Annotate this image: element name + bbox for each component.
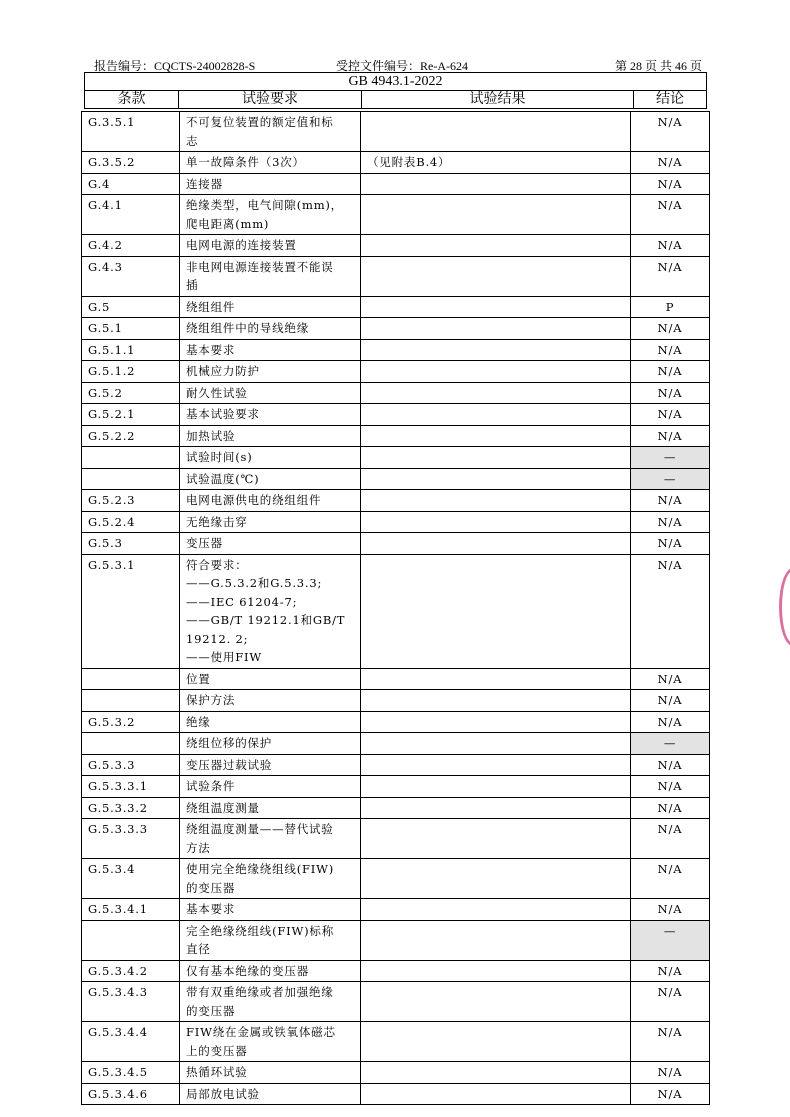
report-number: 报告编号：CQCTS-24002828-S xyxy=(94,59,256,73)
requirement-line: ——使用FIW xyxy=(186,650,262,664)
requirement-line: 耐久性试验 xyxy=(186,385,248,400)
result-cell xyxy=(361,173,631,195)
clause-cell: G.5.3.2 xyxy=(82,711,180,733)
requirement-line: 基本试验要求 xyxy=(186,407,260,421)
clause-cell: G.4.2 xyxy=(82,235,180,257)
verdict-cell: N/A xyxy=(631,797,710,819)
clause-cell: G.5.3.4 xyxy=(82,859,180,899)
requirement-line: 变压器过载试验 xyxy=(186,757,273,772)
requirement-line: 上的变压器 xyxy=(186,1043,248,1058)
requirement-cell xyxy=(180,490,361,512)
table-row xyxy=(82,447,710,469)
test-table-wrapper xyxy=(81,111,709,1105)
result-cell xyxy=(361,711,631,733)
table-row xyxy=(82,899,710,921)
requirement-cell xyxy=(180,533,361,555)
requirement-line: 完全绝缘绕组线(FIW)标称 xyxy=(186,923,335,938)
requirement-line: 无绝缘击穿 xyxy=(186,514,248,529)
requirement-cell xyxy=(180,920,361,960)
result-cell xyxy=(361,554,631,668)
requirement-cell xyxy=(180,339,361,361)
table-row xyxy=(82,468,710,490)
requirement-cell xyxy=(180,195,361,235)
table-row xyxy=(82,256,710,296)
clause-cell: G.5.3.4.4 xyxy=(82,1022,180,1062)
requirement-line: 局部放电试验 xyxy=(186,1086,260,1101)
requirement-cell xyxy=(180,425,361,447)
clause-cell: G.5.3.3.3 xyxy=(82,819,180,859)
requirement-line: 基本要求 xyxy=(186,342,236,357)
clause-cell: G.5.3.1 xyxy=(82,554,180,668)
clause-cell: G.5.1.1 xyxy=(82,339,180,361)
requirement-cell xyxy=(180,797,361,819)
requirement-cell xyxy=(180,296,361,318)
result-cell xyxy=(361,733,631,755)
requirement-line: 带有双重绝缘或者加强绝缘 xyxy=(186,985,334,999)
verdict-cell: N/A xyxy=(631,361,710,383)
requirement-line: 绕组温度测量 xyxy=(186,800,260,815)
result-cell xyxy=(361,235,631,257)
table-row xyxy=(82,982,710,1022)
requirement-line: 绝缘 xyxy=(186,714,211,729)
standard-title: GB 4943.1-2022 xyxy=(85,73,707,91)
verdict-cell: N/A xyxy=(631,490,710,512)
verdict-cell: — xyxy=(631,920,710,960)
verdict-cell: N/A xyxy=(631,404,710,426)
requirement-cell xyxy=(180,235,361,257)
table-row xyxy=(82,819,710,859)
verdict-cell: N/A xyxy=(631,339,710,361)
requirement-line: 使用完全绝缘绕组线(FIW) xyxy=(186,862,335,876)
requirement-line: 绕组温度测量——替代试验 xyxy=(186,822,334,836)
result-cell xyxy=(361,112,631,152)
verdict-cell: — xyxy=(631,468,710,490)
result-cell xyxy=(361,859,631,899)
verdict-cell: N/A xyxy=(631,195,710,235)
result-cell xyxy=(361,776,631,798)
requirement-cell xyxy=(180,256,361,296)
requirement-line: ——IEC 61204-7; xyxy=(186,594,298,609)
result-cell xyxy=(361,339,631,361)
result-cell xyxy=(361,899,631,921)
table-row xyxy=(82,1062,710,1084)
requirement-line: 符合要求： xyxy=(186,557,248,572)
requirement-line: 位置 xyxy=(186,671,211,686)
requirement-line: 的变压器 xyxy=(186,880,236,895)
verdict-cell: N/A xyxy=(631,859,710,899)
requirement-line: 的变压器 xyxy=(186,1003,236,1018)
verdict-cell: N/A xyxy=(631,235,710,257)
result-cell xyxy=(361,318,631,340)
clause-cell: G.5.3.4.5 xyxy=(82,1062,180,1084)
table-row xyxy=(82,690,710,712)
table-row xyxy=(82,361,710,383)
verdict-cell: N/A xyxy=(631,960,710,982)
verdict-cell: N/A xyxy=(631,819,710,859)
table-row xyxy=(82,1022,710,1062)
clause-cell: G.4.3 xyxy=(82,256,180,296)
clause-cell: G.5.2.3 xyxy=(82,490,180,512)
clause-cell: G.5.2.1 xyxy=(82,404,180,426)
result-cell: （见附表B.4） xyxy=(361,152,631,174)
clause-cell xyxy=(82,920,180,960)
test-table-body xyxy=(82,112,710,1105)
requirement-cell xyxy=(180,173,361,195)
result-cell xyxy=(361,511,631,533)
requirement-cell xyxy=(180,859,361,899)
verdict-cell: N/A xyxy=(631,1062,710,1084)
clause-cell: G.5.3.4.3 xyxy=(82,982,180,1022)
verdict-cell: N/A xyxy=(631,668,710,690)
clause-cell: G.5.3.3.1 xyxy=(82,776,180,798)
result-cell xyxy=(361,361,631,383)
table-row xyxy=(82,1083,710,1105)
result-cell xyxy=(361,404,631,426)
requirement-cell xyxy=(180,404,361,426)
requirement-line: 方法 xyxy=(186,840,211,855)
result-cell xyxy=(361,668,631,690)
table-row xyxy=(82,425,710,447)
requirement-line: 试验时间(s) xyxy=(186,450,253,464)
clause-cell: G.5.3.3.2 xyxy=(82,797,180,819)
verdict-cell: N/A xyxy=(631,533,710,555)
verdict-cell: N/A xyxy=(631,899,710,921)
result-cell xyxy=(361,797,631,819)
table-row xyxy=(82,235,710,257)
clause-cell: G.5.3 xyxy=(82,533,180,555)
table-row xyxy=(82,920,710,960)
verdict-cell: N/A xyxy=(631,152,710,174)
requirement-cell xyxy=(180,711,361,733)
clause-cell: G.5.1.2 xyxy=(82,361,180,383)
requirement-line: 单一故障条件（3次） xyxy=(186,155,305,169)
clause-cell: G.5.3.3 xyxy=(82,754,180,776)
clause-cell xyxy=(82,690,180,712)
verdict-cell: N/A xyxy=(631,511,710,533)
result-cell xyxy=(361,533,631,555)
requirement-line: 加热试验 xyxy=(186,428,236,443)
verdict-cell: N/A xyxy=(631,776,710,798)
column-header-verdict: 结论 xyxy=(634,91,707,109)
verdict-cell: N/A xyxy=(631,982,710,1022)
requirement-cell xyxy=(180,361,361,383)
clause-cell: G.5.3.4.6 xyxy=(82,1083,180,1105)
requirement-cell xyxy=(180,668,361,690)
table-row xyxy=(82,382,710,404)
table-row xyxy=(82,533,710,555)
table-row xyxy=(82,296,710,318)
requirement-line: 机械应力防护 xyxy=(186,364,260,378)
table-row xyxy=(82,733,710,755)
clause-cell: G.3.5.2 xyxy=(82,152,180,174)
requirement-line: 热循环试验 xyxy=(186,1065,248,1079)
table-row xyxy=(82,339,710,361)
verdict-cell: N/A xyxy=(631,690,710,712)
result-cell xyxy=(361,920,631,960)
verdict-cell: N/A xyxy=(631,256,710,296)
table-row xyxy=(82,797,710,819)
table-row xyxy=(82,554,710,668)
result-cell xyxy=(361,195,631,235)
requirement-line: 不可复位装置的额定值和标 xyxy=(186,115,334,129)
table-row xyxy=(82,776,710,798)
requirement-line: 绝缘类型，电气间隙(mm)， xyxy=(186,198,343,212)
verdict-cell: N/A xyxy=(631,425,710,447)
controlled-doc-number: 受控文件编号：Re-A-624 xyxy=(336,59,468,73)
requirement-cell xyxy=(180,554,361,668)
clause-cell: G.5.2.2 xyxy=(82,425,180,447)
requirement-cell xyxy=(180,112,361,152)
clause-cell: G.3.5.1 xyxy=(82,112,180,152)
clause-cell xyxy=(82,668,180,690)
result-cell xyxy=(361,819,631,859)
verdict-cell: — xyxy=(631,447,710,469)
clause-cell: G.4.1 xyxy=(82,195,180,235)
clause-cell: G.5.3.4.2 xyxy=(82,960,180,982)
requirement-line: ——G.5.3.2和G.5.3.3; xyxy=(186,576,323,590)
requirement-line: 志 xyxy=(186,133,199,148)
verdict-cell: N/A xyxy=(631,318,710,340)
requirement-cell xyxy=(180,819,361,859)
requirement-cell xyxy=(180,733,361,755)
table-row xyxy=(82,668,710,690)
page-header xyxy=(84,57,706,73)
clause-cell: G.5.2.4 xyxy=(82,511,180,533)
table-row xyxy=(82,152,710,174)
clause-cell: G.5.3.4.1 xyxy=(82,899,180,921)
verdict-cell: N/A xyxy=(631,382,710,404)
result-cell xyxy=(361,982,631,1022)
clause-cell xyxy=(82,468,180,490)
column-header-result: 试验结果 xyxy=(362,91,634,109)
requirement-line: 试验温度(℃) xyxy=(186,471,260,486)
verdict-cell: N/A xyxy=(631,711,710,733)
result-cell xyxy=(361,447,631,469)
result-cell xyxy=(361,960,631,982)
requirement-cell xyxy=(180,318,361,340)
result-cell xyxy=(361,1022,631,1062)
requirement-cell xyxy=(180,690,361,712)
clause-cell xyxy=(82,733,180,755)
requirement-line: 绕组组件 xyxy=(186,299,236,314)
requirement-line: 电网电源的连接装置 xyxy=(186,238,297,252)
requirement-line: 变压器 xyxy=(186,536,223,550)
result-cell xyxy=(361,296,631,318)
verdict-cell: N/A xyxy=(631,173,710,195)
result-cell xyxy=(361,425,631,447)
result-cell xyxy=(361,1062,631,1084)
verdict-cell: P xyxy=(631,296,710,318)
table-row xyxy=(82,859,710,899)
table-row xyxy=(82,490,710,512)
table-row xyxy=(82,173,710,195)
requirement-line: 绕组组件中的导线绝缘 xyxy=(186,321,309,335)
requirement-cell xyxy=(180,754,361,776)
requirement-line: 保护方法 xyxy=(186,693,236,707)
requirement-line: 基本要求 xyxy=(186,902,236,916)
verdict-cell: N/A xyxy=(631,754,710,776)
table-row xyxy=(82,112,710,152)
page-number: 第 28 页 共 46 页 xyxy=(614,59,702,73)
requirement-cell xyxy=(180,152,361,174)
requirement-line: 电网电源供电的绕组组件 xyxy=(186,493,322,507)
requirement-line: 爬电距离(mm) xyxy=(186,216,270,231)
result-cell xyxy=(361,690,631,712)
requirement-line: 仅有基本绝缘的变压器 xyxy=(186,963,309,978)
clause-cell: G.5.2 xyxy=(82,382,180,404)
requirement-cell xyxy=(180,382,361,404)
requirement-line: FIW绕在金属或铁氧体磁芯 xyxy=(186,1025,336,1039)
verdict-cell: N/A xyxy=(631,1022,710,1062)
table-row xyxy=(82,960,710,982)
requirement-cell xyxy=(180,1083,361,1105)
table-row xyxy=(82,511,710,533)
clause-cell: G.5 xyxy=(82,296,180,318)
result-cell xyxy=(361,490,631,512)
verdict-cell: N/A xyxy=(631,112,710,152)
standard-header-table xyxy=(84,72,707,109)
requirement-cell xyxy=(180,511,361,533)
requirement-line: 试验条件 xyxy=(186,779,236,793)
requirement-cell xyxy=(180,960,361,982)
table-row xyxy=(82,754,710,776)
column-header-clause: 条款 xyxy=(85,91,179,109)
verdict-cell: N/A xyxy=(631,554,710,668)
requirement-cell xyxy=(180,899,361,921)
requirement-cell xyxy=(180,1022,361,1062)
standard-header-block xyxy=(84,72,706,109)
test-table xyxy=(81,111,710,1105)
seal-stamp-edge xyxy=(779,568,790,646)
requirement-line: 绕组位移的保护 xyxy=(186,736,273,750)
result-cell xyxy=(361,468,631,490)
result-cell xyxy=(361,754,631,776)
requirement-cell xyxy=(180,982,361,1022)
result-cell xyxy=(361,256,631,296)
requirement-line: 直径 xyxy=(186,942,211,956)
clause-cell: G.5.1 xyxy=(82,318,180,340)
table-row xyxy=(82,711,710,733)
table-row xyxy=(82,195,710,235)
clause-cell: G.4 xyxy=(82,173,180,195)
result-cell xyxy=(361,382,631,404)
requirement-cell xyxy=(180,1062,361,1084)
requirement-line: 19212. 2; xyxy=(186,631,249,646)
column-header-requirement: 试验要求 xyxy=(179,91,362,109)
table-row xyxy=(82,318,710,340)
verdict-cell: — xyxy=(631,733,710,755)
requirement-line: 插 xyxy=(186,278,199,292)
requirement-line: ——GB/T 19212.1和GB/T xyxy=(186,613,346,627)
requirement-line: 连接器 xyxy=(186,176,223,191)
verdict-cell: N/A xyxy=(631,1083,710,1105)
result-cell xyxy=(361,1083,631,1105)
requirement-cell xyxy=(180,776,361,798)
requirement-line: 非电网电源连接装置不能误 xyxy=(186,259,334,274)
requirement-cell xyxy=(180,447,361,469)
requirement-cell xyxy=(180,468,361,490)
clause-cell xyxy=(82,447,180,469)
table-row xyxy=(82,404,710,426)
